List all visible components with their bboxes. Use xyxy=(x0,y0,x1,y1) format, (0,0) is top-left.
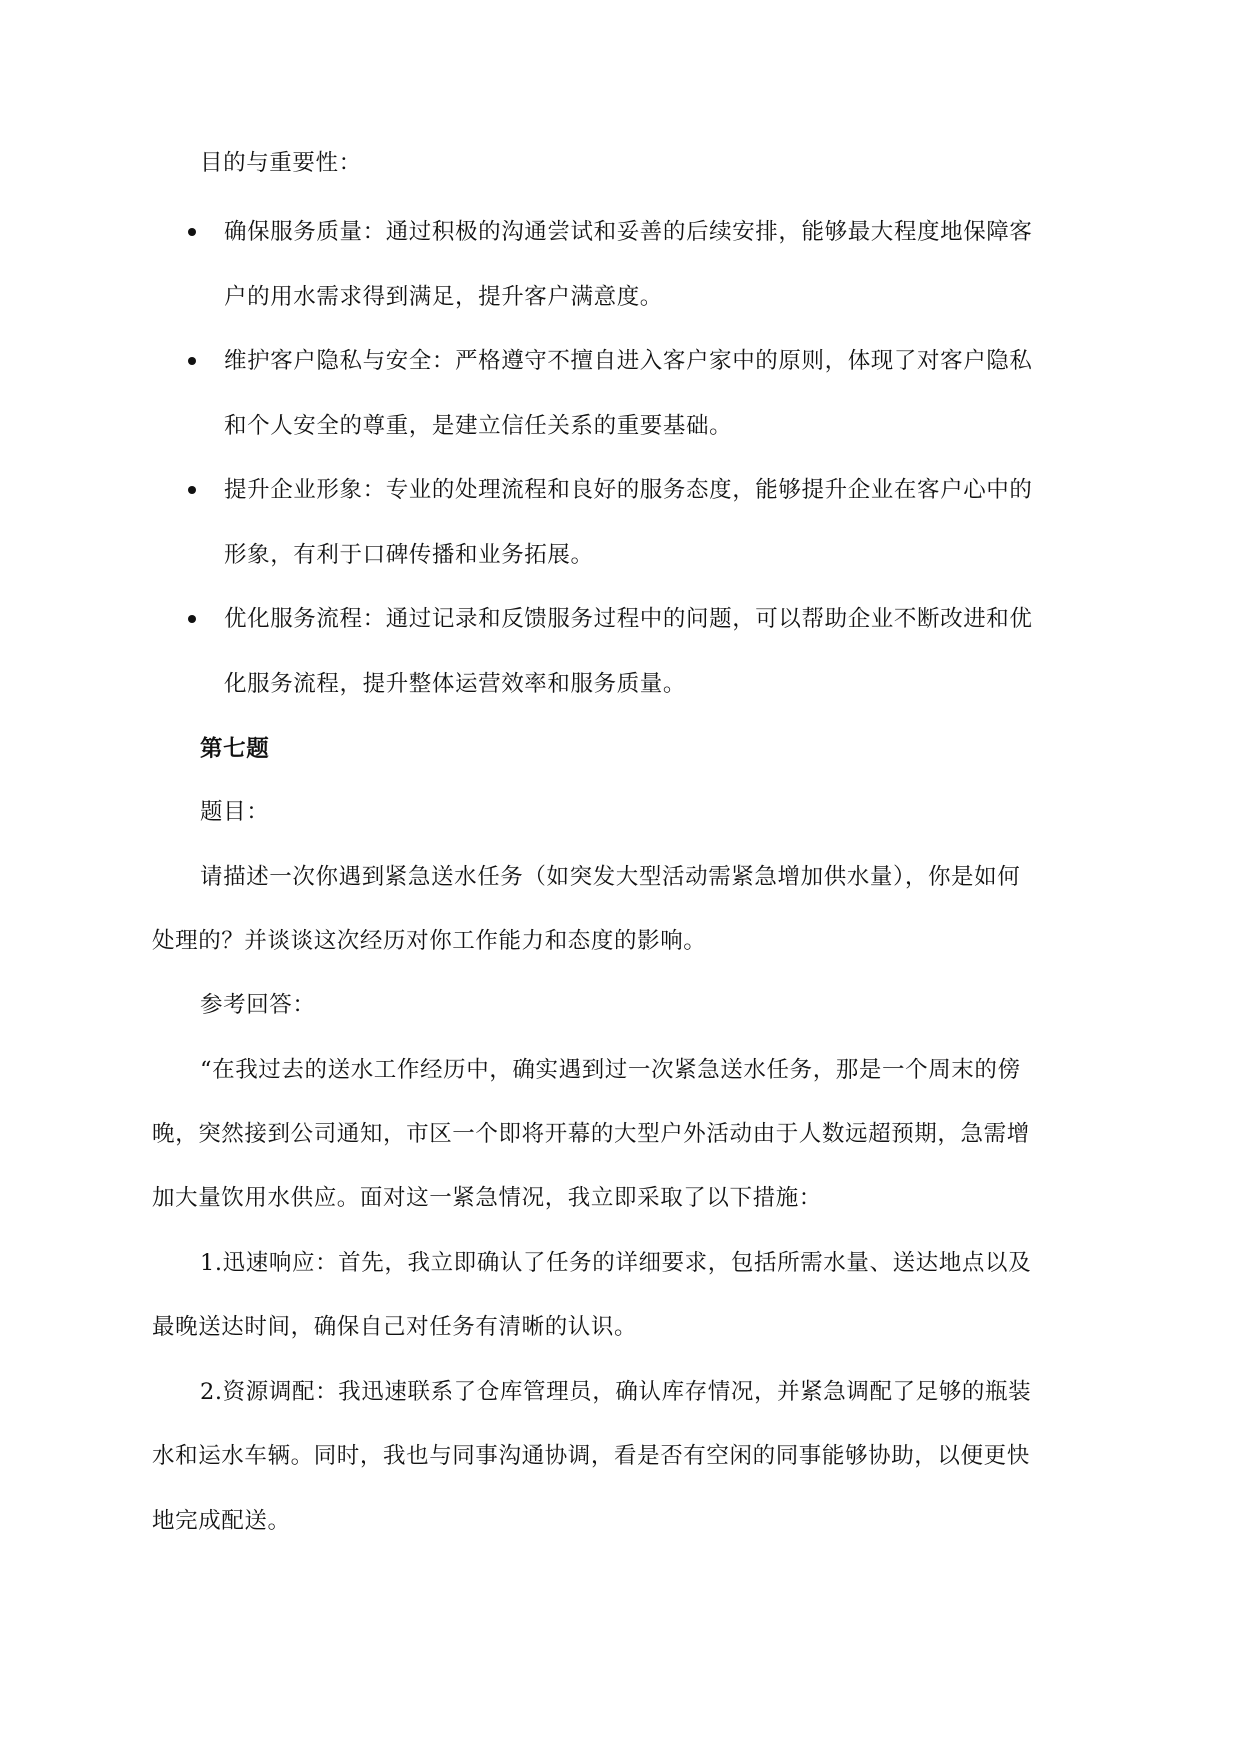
bullet-item-line: 提升企业形象：专业的处理流程和良好的服务态度，能够提升企业在客户心中的 xyxy=(224,477,1033,503)
bullet-item-line: 维护客户隐私与安全：严格遵守不擅自进入客户家中的原则，体现了对客户隐私 xyxy=(224,348,1033,374)
bullet-dot-icon xyxy=(188,486,196,494)
answer-step-line: 最晚送达时间，确保自己对任务有清晰的认识。 xyxy=(152,1314,638,1340)
bullet-item-line: 确保服务质量：通过积极的沟通尝试和妥善的后续安排，能够最大程度地保障客 xyxy=(224,219,1033,245)
question-text-line: 请描述一次你遇到紧急送水任务（如突发大型活动需紧急增加供水量），你是如何 xyxy=(200,864,1021,890)
question-label: 题目： xyxy=(200,799,270,825)
section-heading: 目的与重要性： xyxy=(200,150,362,176)
bullet-dot-icon xyxy=(188,357,196,365)
answer-step-line: 1.迅速响应：首先，我立即确认了任务的详细要求，包括所需水量、送达地点以及 xyxy=(200,1250,1032,1276)
answer-step-line: 水和运水车辆。同时，我也与同事沟通协调，看是否有空闲的同事能够协助，以便更快 xyxy=(152,1443,1030,1469)
bullet-dot-icon xyxy=(188,615,196,623)
question-heading: 第七题 xyxy=(200,736,270,762)
bullet-dot-icon xyxy=(188,228,196,236)
question-text-line: 处理的？并谈谈这次经历对你工作能力和态度的影响。 xyxy=(152,928,707,954)
bullet-item-line: 优化服务流程：通过记录和反馈服务过程中的问题，可以帮助企业不断改进和优 xyxy=(224,606,1033,632)
bullet-item-line: 形象，有利于口碑传播和业务拓展。 xyxy=(224,542,594,568)
answer-paragraph-line: 晚，突然接到公司通知，市区一个即将开幕的大型户外活动由于人数远超预期，急需增 xyxy=(152,1121,1030,1147)
bullet-item-line: 化服务流程，提升整体运营效率和服务质量。 xyxy=(224,671,687,697)
answer-paragraph-line: “在我过去的送水工作经历中，确实遇到过一次紧急送水任务，那是一个周末的傍 xyxy=(200,1057,1021,1083)
answer-label: 参考回答： xyxy=(200,992,316,1018)
bullet-item-line: 和个人安全的尊重，是建立信任关系的重要基础。 xyxy=(224,413,733,439)
answer-paragraph-line: 加大量饮用水供应。面对这一紧急情况，我立即采取了以下措施： xyxy=(152,1185,822,1211)
bullet-item-line: 户的用水需求得到满足，提升客户满意度。 xyxy=(224,284,663,310)
answer-step-line: 2.资源调配：我迅速联系了仓库管理员，确认库存情况，并紧急调配了足够的瓶装 xyxy=(200,1379,1032,1405)
answer-step-line: 地完成配送。 xyxy=(152,1508,291,1534)
